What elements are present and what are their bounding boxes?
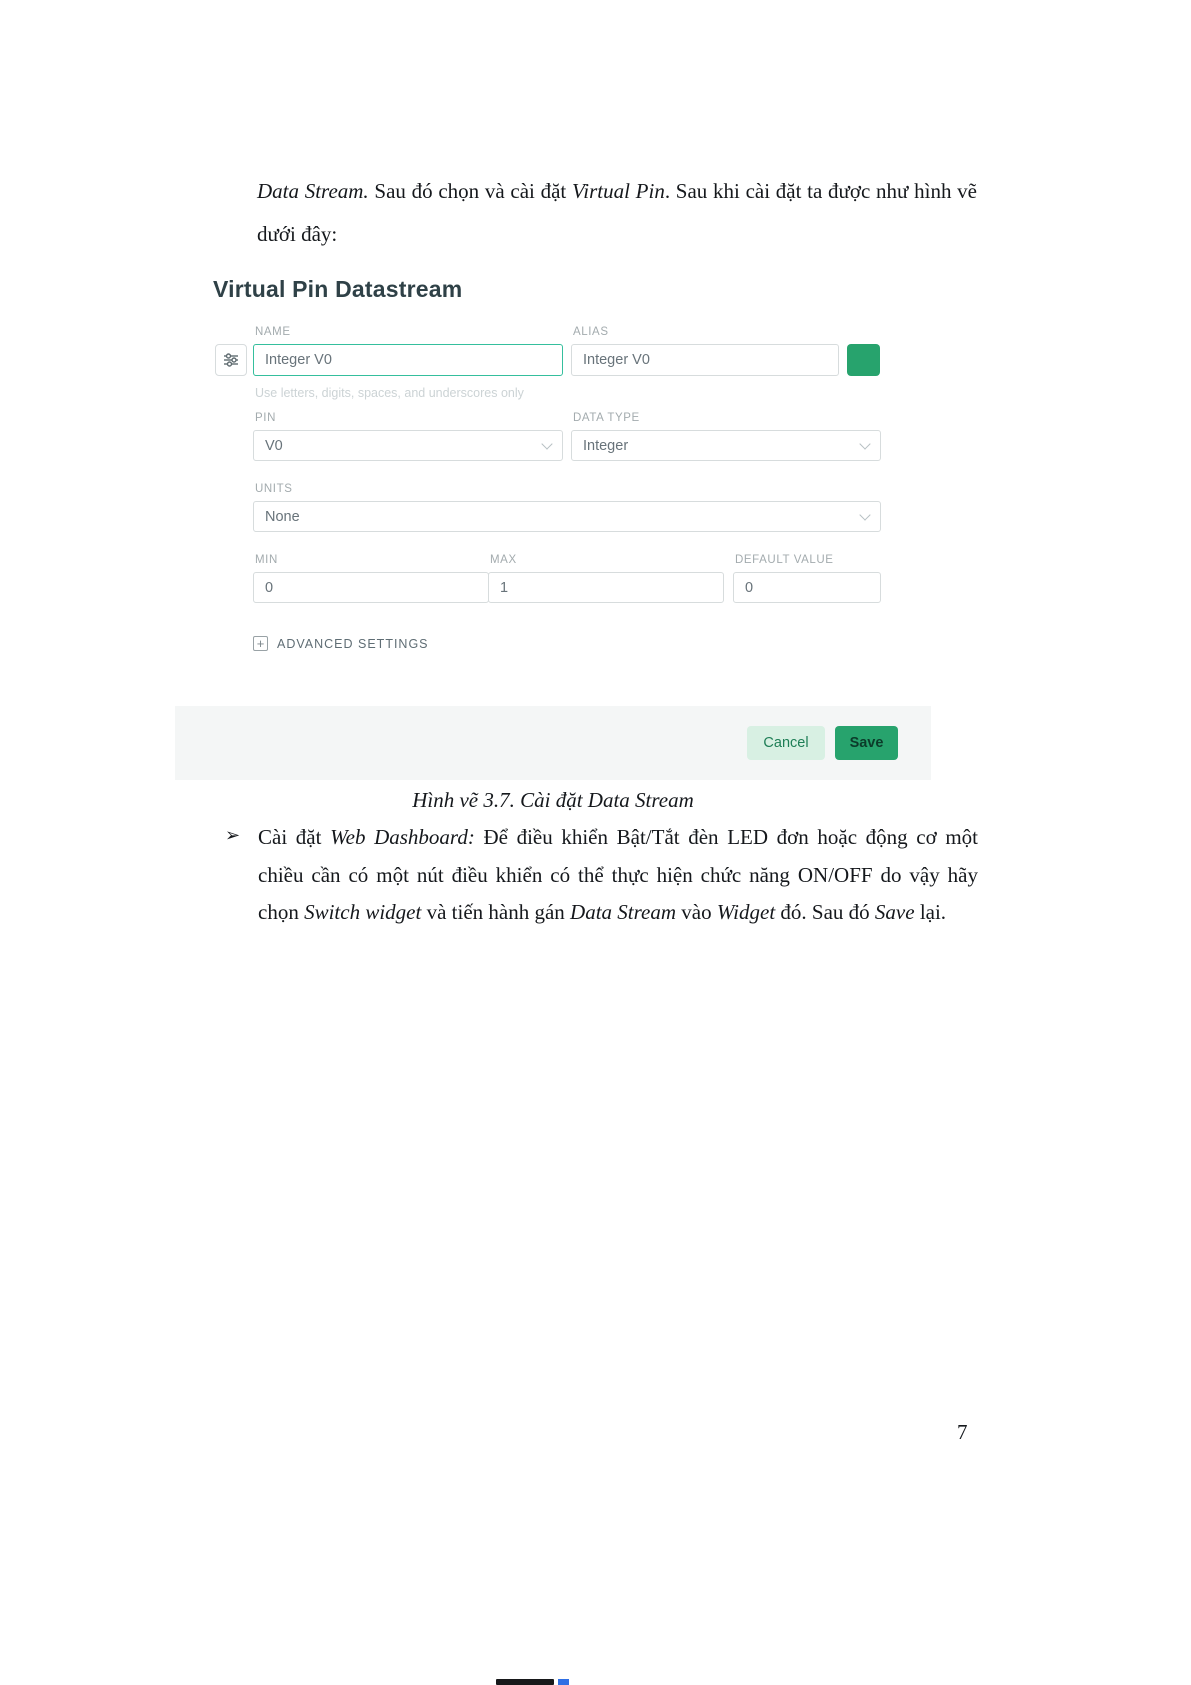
intro-paragraph: Data Stream. Sau đó chọn và cài đặt Virtual Pin. Sau khi cài đặt ta được như hình vẽ dưới đây: [257, 179, 978, 246]
data-type-select[interactable] [571, 430, 881, 461]
plus-square-icon: + [253, 636, 268, 651]
bullet-paragraph: Cài đặt Web Dashboard: Để điều khiển Bật/Tắt đèn LED đơn hoặc động cơ một chiều cần có một nút điều khiển có thể thực hiện chức năng ON/OFF do vậy hãy chọn Switch widget và tiến hành gán Data Stream vào Widget đó. Sau đó Save lại. [258, 825, 978, 924]
datastream-sliders-icon-button[interactable] [215, 344, 247, 376]
chevron-down-icon [859, 438, 870, 449]
dialog-title: Virtual Pin Datastream [213, 276, 463, 302]
cancel-button[interactable]: Cancel [747, 726, 825, 760]
units-select-value: None [265, 508, 300, 525]
min-label: MIN [255, 554, 278, 566]
advanced-settings-label: ADVANCED SETTINGS [277, 636, 429, 651]
page-number: 7 [957, 1420, 968, 1444]
data-type-label: DATA TYPE [573, 412, 640, 424]
bullet-arrow-icon: ➢ [225, 825, 241, 846]
max-label: MAX [490, 554, 517, 566]
save-button[interactable]: Save [835, 726, 898, 760]
units-label: UNITS [255, 483, 293, 495]
alias-label: ALIAS [573, 326, 609, 338]
name-input[interactable] [253, 344, 563, 376]
min-input[interactable] [253, 572, 489, 603]
chevron-down-icon [859, 509, 870, 520]
units-select[interactable] [253, 501, 881, 532]
max-input[interactable] [488, 572, 724, 603]
advanced-settings-toggle[interactable] [253, 636, 429, 651]
dialog-footer [175, 706, 931, 780]
alias-action-button[interactable] [847, 344, 880, 376]
name-label: NAME [255, 326, 291, 338]
alias-input[interactable] [571, 344, 839, 376]
chevron-down-icon [541, 438, 552, 449]
data-type-select-value: Integer [583, 437, 629, 454]
pin-label: PIN [255, 412, 276, 424]
figure-caption: Hình vẽ 3.7. Cài đặt Data Stream [412, 788, 694, 812]
pin-select-value: V0 [265, 437, 283, 454]
sliders-icon [222, 351, 240, 369]
name-helper-text: Use letters, digits, spaces, and underscores only [255, 386, 524, 400]
bottom-blue-mark [558, 1679, 569, 1685]
default-value-label: DEFAULT VALUE [735, 554, 834, 566]
pin-select[interactable] [253, 430, 563, 461]
bottom-dark-bar [496, 1679, 554, 1685]
default-value-input[interactable] [733, 572, 881, 603]
